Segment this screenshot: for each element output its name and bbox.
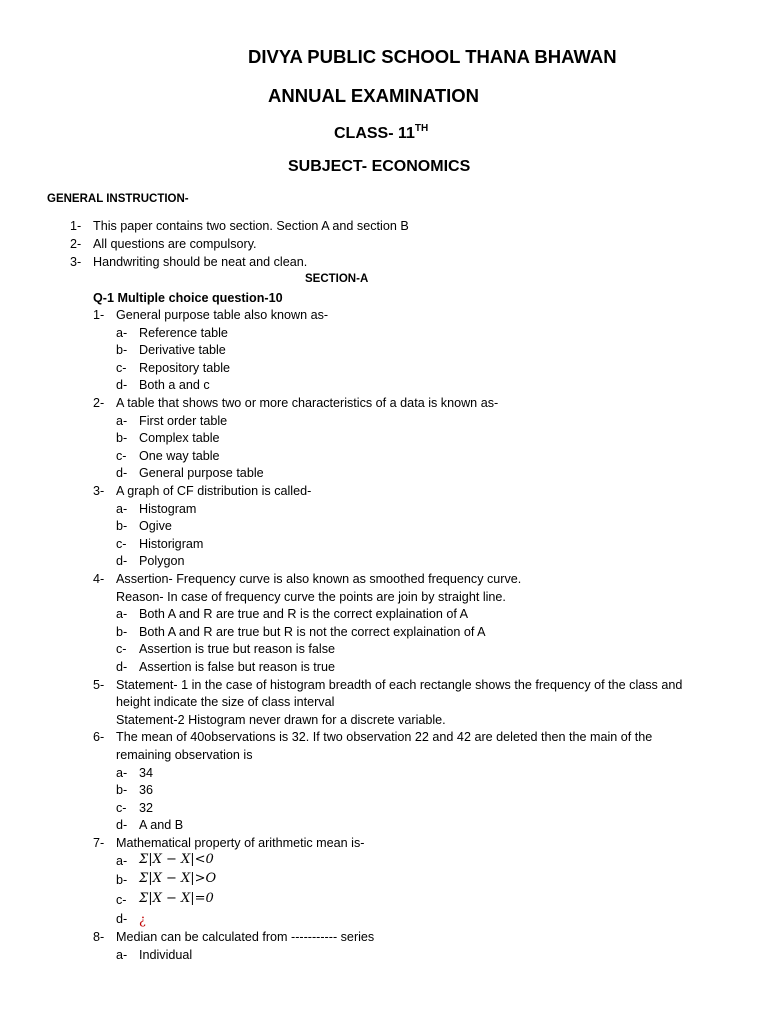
instruction-text: All questions are compulsory. xyxy=(93,237,257,251)
option-text: Polygon xyxy=(139,554,185,569)
class-title xyxy=(334,123,428,143)
option-text: General purpose table xyxy=(139,466,264,481)
section-title: SECTION-A xyxy=(305,273,369,285)
option-text: Derivative table xyxy=(139,343,226,358)
option-text: Histogram xyxy=(139,501,197,516)
instruction-number: 3- xyxy=(70,255,82,269)
class-label: CLASS- 11 xyxy=(334,125,415,142)
option-text: A and B xyxy=(139,818,184,833)
option-label: a- xyxy=(116,765,128,780)
exam-title: ANNUAL EXAMINATION xyxy=(268,85,480,106)
option-text: 36 xyxy=(139,783,154,798)
option-label: d- xyxy=(116,660,128,674)
question-number: 5- xyxy=(93,677,105,692)
option-label: b- xyxy=(116,431,128,446)
option-label: d- xyxy=(116,378,128,393)
option-label: a- xyxy=(116,607,128,622)
option-text: Both A and R are true and R is the correct explaination of A xyxy=(139,607,469,622)
option-text: Historigram xyxy=(139,536,204,551)
option-text: Σ|X − X|=0 xyxy=(139,890,214,906)
question-text: height indicate the size of class interval xyxy=(116,695,335,710)
question-text: The mean of 40observations is 32. If two observation 22 and 42 are deleted then the main of the xyxy=(116,730,653,745)
question-text: Statement- 1 in the case of histogram breadth of each rectangle shows the frequency of the class and xyxy=(116,677,683,692)
option-text: Assertion is true but reason is false xyxy=(139,642,335,657)
question-number: 2- xyxy=(93,396,105,410)
instructions-title: GENERAL INSTRUCTION- xyxy=(47,193,189,205)
option-text: Assertion is false but reason is true xyxy=(139,660,335,674)
option-text: Complex table xyxy=(139,431,220,446)
option-text: Σ|X − X|<0 xyxy=(139,851,214,867)
option-label: a- xyxy=(116,501,128,516)
instruction-text: Handwriting should be neat and clean. xyxy=(93,255,308,269)
question-text: remaining observation is xyxy=(116,748,253,762)
option-label: c- xyxy=(116,892,127,907)
option-text: Individual xyxy=(139,947,193,962)
option-label: a- xyxy=(116,947,128,962)
option-text: Ogive xyxy=(139,519,172,534)
subject-title: SUBJECT- ECONOMICS xyxy=(288,158,471,175)
option-text: Both a and c xyxy=(139,378,210,393)
option-label: d- xyxy=(116,466,128,481)
question-text: Median can be calculated from ----------- series xyxy=(116,930,375,944)
option-label: c- xyxy=(116,642,127,657)
option-label: b- xyxy=(116,519,128,534)
option-label: b- xyxy=(116,783,128,798)
instruction-number: 1- xyxy=(70,219,82,233)
question-text: A graph of CF distribution is called- xyxy=(116,484,312,498)
school-name: DIVYA PUBLIC SCHOOL THANA BHAWAN xyxy=(248,46,617,67)
question-text: General purpose table also known as- xyxy=(116,308,329,322)
option-label: a- xyxy=(116,325,128,340)
option-label: d- xyxy=(116,554,128,569)
question-number: 7- xyxy=(93,836,105,850)
option-label: c- xyxy=(116,536,127,551)
option-label: a- xyxy=(116,853,128,868)
option-label: c- xyxy=(116,448,127,463)
question-number: 6- xyxy=(93,730,105,745)
option-label: b- xyxy=(116,343,128,358)
option-label: c- xyxy=(116,360,127,375)
option-label: d- xyxy=(116,818,128,833)
question-number: 4- xyxy=(93,572,105,586)
instruction-text: This paper contains two section. Section A and section B xyxy=(93,219,409,233)
question-number: 3- xyxy=(93,484,105,498)
question-text: Statement-2 Histogram never drawn for a discrete variable. xyxy=(116,712,446,727)
instruction-number: 2- xyxy=(70,237,82,251)
option-label: a- xyxy=(116,413,128,428)
option-label: c- xyxy=(116,800,127,815)
question-number: 8- xyxy=(93,930,105,944)
option-label: d- xyxy=(116,912,128,927)
q1-title: Q-1 Multiple choice question-10 xyxy=(93,291,283,305)
option-text: Both A and R are true but R is not the correct explaination of A xyxy=(139,624,486,639)
option-text: One way table xyxy=(139,448,220,463)
question-number: 1- xyxy=(93,308,105,322)
option-text: 34 xyxy=(139,765,154,780)
option-text: Repository table xyxy=(139,360,231,375)
question-text: A table that shows two or more characteristics of a data is known as- xyxy=(116,396,499,410)
class-superscript: TH xyxy=(414,123,429,134)
option-text: First order table xyxy=(139,413,228,428)
option-label: b- xyxy=(116,624,128,639)
option-label: b- xyxy=(116,873,128,888)
question-text: Mathematical property of arithmetic mean is- xyxy=(116,836,365,850)
option-text: Reference table xyxy=(139,325,228,340)
question-text: Assertion- Frequency curve is also known as smoothed frequency curve. xyxy=(116,572,522,586)
option-text: 32 xyxy=(139,800,154,815)
option-text: ¿ xyxy=(139,912,146,928)
question-text: Reason- In case of frequency curve the points are join by straight line. xyxy=(116,589,506,604)
option-text: Σ|X − X|>O xyxy=(139,871,217,887)
